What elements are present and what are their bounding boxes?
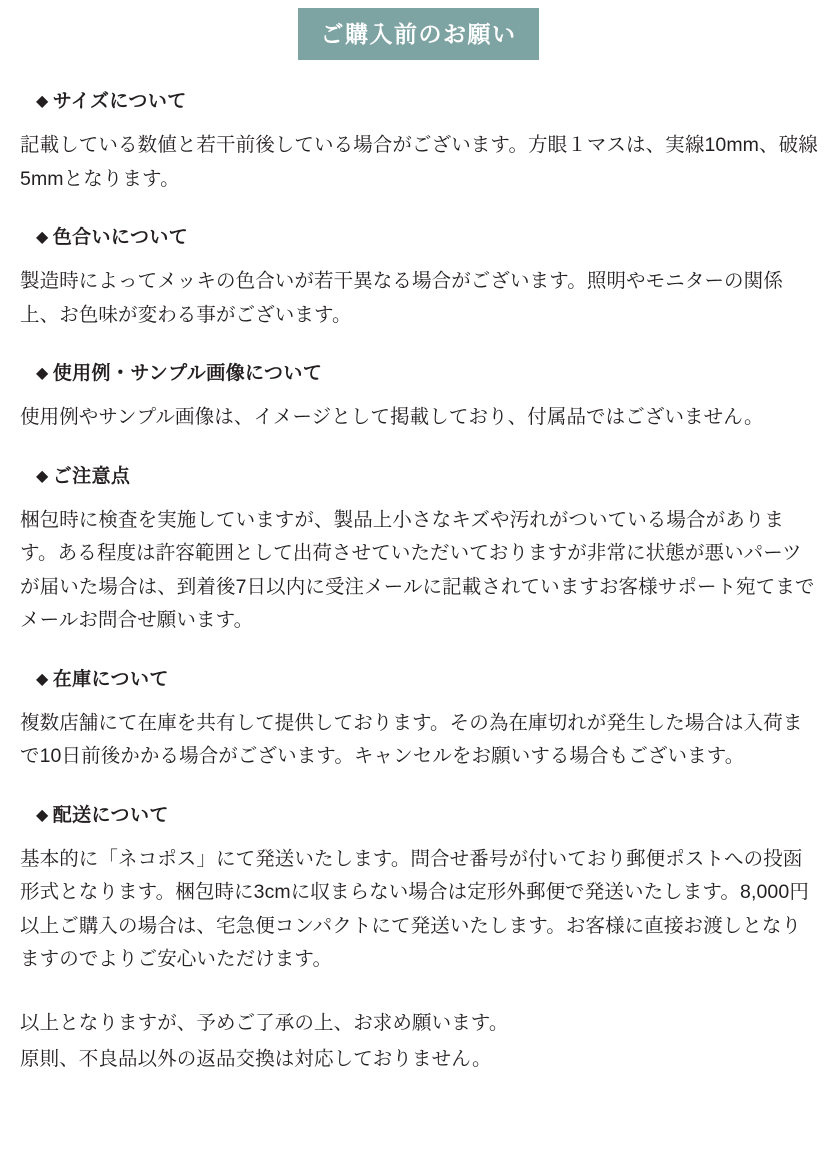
section-shipping bbox=[18, 800, 819, 977]
closing-line-1: 以上となりますが、予めご了承の上、お求め願います。 bbox=[20, 1011, 509, 1034]
section-color bbox=[18, 222, 819, 332]
closing-note bbox=[20, 1007, 819, 1076]
notice-content bbox=[0, 60, 837, 1076]
section-heading-label: 配送について bbox=[52, 804, 169, 826]
section-heading-label: 色合いについて bbox=[52, 227, 189, 249]
banner-right-mask bbox=[539, 8, 837, 60]
section-body-text: 梱包時に検査を実施していますが、製品上小さなキズや汚れがついている場合があります。ある程度は許容範囲として出荷させていただいておりますが非常に状態が悪いパーツが届いた場合は、到着後7日以内に受注メールに記載されていますお客様サポート宛てまでメールお問合せ願います。 bbox=[20, 508, 815, 632]
section-body-text: 複数店舗にて在庫を共有して提供しております。その為在庫切れが発生した場合は入荷まで10日前後かかる場合がございます。キャンセルをお願いする場合もございます。 bbox=[20, 711, 803, 768]
section-body-text: 使用例やサンプル画像は、イメージとして掲載しており、付属品ではございません。 bbox=[20, 406, 764, 429]
diamond-bullet-icon: ◆ bbox=[36, 806, 49, 824]
section-heading-label: ご注意点 bbox=[52, 465, 131, 487]
section-size bbox=[18, 86, 819, 196]
diamond-bullet-icon: ◆ bbox=[36, 467, 49, 485]
section-cautions bbox=[18, 461, 819, 638]
section-heading-label: サイズについて bbox=[52, 91, 187, 112]
section-body-text: 記載している数値と若干前後している場合がございます。方眼１マスは、実線10mm、破線5mmとなります。 bbox=[20, 134, 818, 190]
section-heading bbox=[36, 86, 819, 113]
banner-left-mask bbox=[0, 8, 298, 60]
page-title: ご購入前のお願い bbox=[320, 21, 517, 47]
section-heading-label: 在庫について bbox=[52, 668, 169, 690]
diamond-bullet-icon: ◆ bbox=[36, 93, 49, 110]
section-stock bbox=[18, 664, 819, 774]
diamond-bullet-icon: ◆ bbox=[36, 670, 49, 688]
section-heading bbox=[36, 358, 819, 385]
section-heading bbox=[36, 222, 819, 249]
section-heading-label: 使用例・サンプル画像について bbox=[52, 363, 323, 385]
section-heading bbox=[36, 664, 819, 691]
section-body-text: 製造時によってメッキの色合いが若干異なる場合がございます。照明やモニターの関係上、お色味が変わる事がございます。 bbox=[20, 270, 783, 326]
diamond-bullet-icon: ◆ bbox=[36, 365, 49, 383]
section-sample-images bbox=[18, 358, 819, 435]
section-body-text: 基本的に「ネコポス」にて発送いたします。問合せ番号が付いており郵便ポストへの投函形式となります。梱包時に3cmに収まらない場合は定形外郵便で発送いたします。8,000円以上ご購入の場合は、宅急便コンパクトにて発送いたします。お客様に直接お渡しとなりますのでよりご安心いただけます。 bbox=[20, 847, 809, 971]
section-heading bbox=[36, 800, 819, 827]
closing-line-2: 原則、不良品以外の返品交換は対応しておりません。 bbox=[20, 1047, 492, 1070]
section-heading bbox=[36, 461, 819, 488]
diamond-bullet-icon: ◆ bbox=[36, 229, 49, 247]
